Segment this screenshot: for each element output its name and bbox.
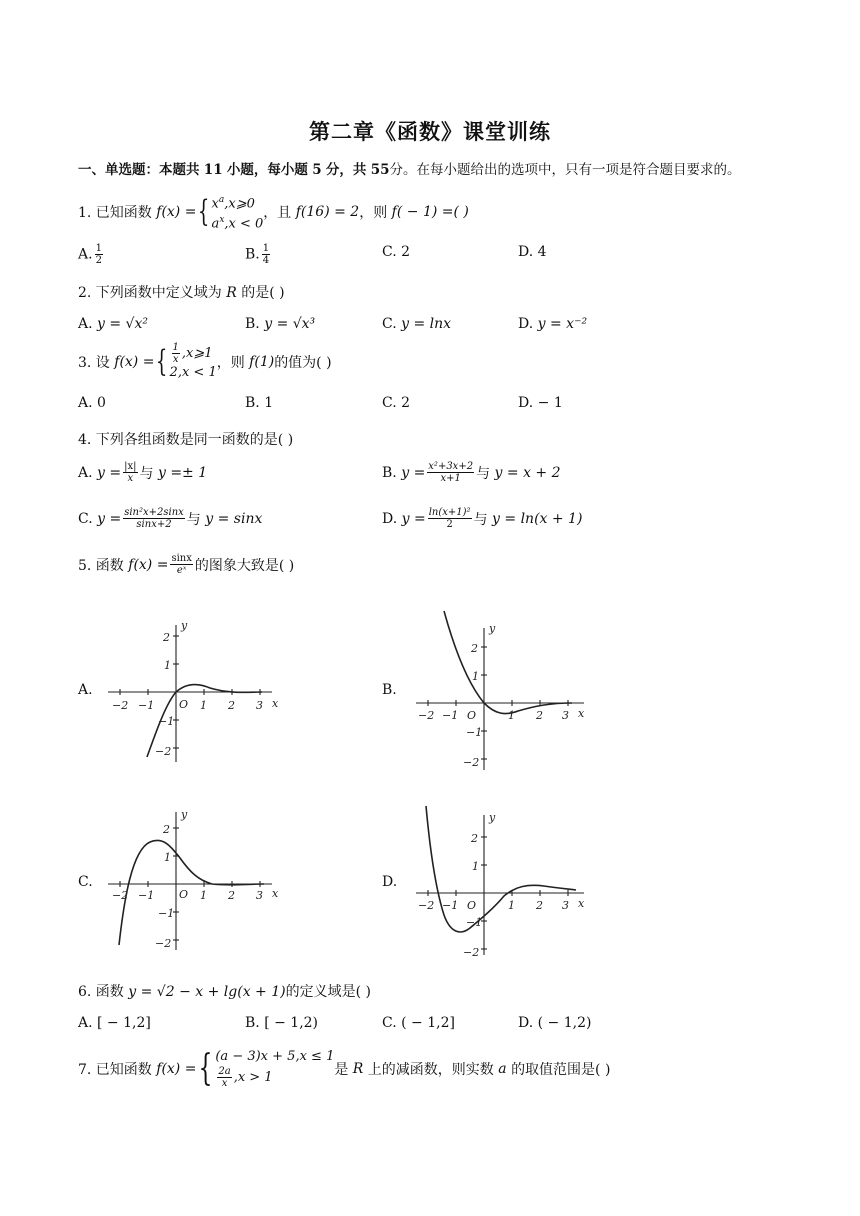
question-1-stem: 1. 已知函数 f(x) = { $x^a,x⩾0$ $a^x,x < 0$ ，且 f(16) = 2 ，则 f( − 1) =( ) [78, 194, 469, 232]
q5-graph-c[interactable] [104, 805, 294, 955]
question-4-stem: 4. 下列各组函数是同一函数的是( ) [78, 432, 294, 448]
tick-x-neg2: −2 [418, 709, 435, 722]
q4-option-d[interactable]: D. y = $\frac{\text{ln(x+1)²}}{2}$ 与 y = ln(x + 1) [382, 507, 583, 530]
q5-graph-b[interactable] [410, 605, 595, 773]
tick-y-neg2: −2 [463, 756, 480, 769]
origin-label: O [467, 899, 477, 912]
q2-option-a[interactable]: A. y = √x² [78, 316, 148, 332]
tick-x-2: 2 [536, 899, 543, 912]
tick-y-neg2: −2 [155, 937, 172, 950]
tick-x-2: 2 [536, 709, 543, 722]
tick-y-1: 1 [164, 659, 171, 672]
tick-y-neg2: −2 [155, 745, 172, 758]
y-axis-label: y [181, 808, 188, 821]
origin-label: O [179, 888, 189, 901]
q5-option-a-label[interactable]: A. [78, 682, 93, 698]
tick-x-neg1: −1 [442, 709, 459, 722]
q6-option-b[interactable]: B. [ − 1,2) [245, 1015, 319, 1031]
q2-option-d[interactable]: D. y = x⁻² [518, 316, 588, 332]
q3-option-d[interactable]: D. − 1 [518, 395, 563, 411]
q3-option-a[interactable]: A. 0 [78, 395, 106, 411]
question-6-stem: 6. 函数 y = √2 − x + lg(x + 1)的定义域是( ) [78, 984, 371, 1000]
tick-x-3: 3 [562, 709, 569, 722]
tick-y-1: 1 [472, 670, 479, 683]
q5-graph-d[interactable] [410, 800, 595, 960]
origin-label: O [179, 698, 189, 711]
y-axis-label: y [489, 622, 496, 635]
tick-x-neg1: −1 [442, 899, 459, 912]
question-3-stem: 3. 设 f(x) = { $\frac{1}{x}$ ,x⩾1 2,x < 1 ，则 f(1) 的值为( ) [78, 342, 332, 380]
q1-option-a[interactable]: A. $\frac{1}{2}$ [78, 243, 102, 266]
tick-y-neg1: −1 [466, 726, 483, 739]
q6-option-d[interactable]: D. ( − 1,2) [518, 1015, 592, 1031]
x-axis-label: x [578, 707, 585, 720]
x-axis-label: x [272, 697, 279, 710]
tick-y-2: 2 [163, 823, 170, 836]
tick-y-neg1: −1 [466, 916, 483, 929]
tick-y-neg2: −2 [463, 946, 480, 959]
q1-option-b[interactable]: B. $\frac{1}{4}$ [245, 243, 270, 266]
section-heading: 一、单选题：本题共 11 小题，每小题 5 分，共 55分。在每小题给出的选项中，只有一项是符合题目要求的。 [78, 162, 741, 178]
origin-label: O [467, 709, 477, 722]
q1-option-d[interactable]: D. 4 [518, 244, 547, 260]
q5-option-c-label[interactable]: C. [78, 874, 93, 890]
y-axis-label: y [489, 811, 496, 824]
tick-x-neg2: −2 [112, 699, 129, 712]
q5-option-b-label[interactable]: B. [382, 682, 397, 698]
curve [444, 611, 572, 714]
tick-y-2: 2 [471, 832, 478, 845]
x-axis-label: x [272, 887, 279, 900]
question-2-stem: 2. 下列函数中定义域为 R 的是( ) [78, 285, 285, 301]
tick-x-3: 3 [256, 889, 263, 902]
tick-x-2: 2 [228, 889, 235, 902]
q1-option-c[interactable]: C. 2 [382, 244, 411, 260]
page-title: 第二章《函数》课堂训练 [309, 119, 551, 144]
q3-option-c[interactable]: C. 2 [382, 395, 411, 411]
tick-y-2: 2 [163, 631, 170, 644]
tick-y-1: 1 [472, 860, 479, 873]
q2-option-b[interactable]: B. y = √x³ [245, 316, 316, 332]
tick-x-1: 1 [200, 699, 207, 712]
tick-x-neg1: −1 [138, 889, 155, 902]
tick-y-2: 2 [471, 642, 478, 655]
q5-option-d-label[interactable]: D. [382, 874, 398, 890]
question-7-stem: 7. 已知函数 f(x) = { (a − 3)x + 5,x ≤ 1 $\frac{2a}{x}$ ,x > 1 是 R 上的减函数，则实数 a 的取值范围是( ) [78, 1047, 611, 1089]
q3-option-b[interactable]: B. 1 [245, 395, 274, 411]
curve [426, 806, 576, 932]
tick-y-1: 1 [164, 851, 171, 864]
q6-option-a[interactable]: A. [ − 1,2] [78, 1015, 151, 1031]
q4-option-a[interactable]: A. y = $\frac{|x|}{x}$ 与 y =± 1 [78, 461, 208, 484]
q4-option-b[interactable]: B. y = $\frac{\text{x²+3x+2}}{x+1}$ 与 y = x + 2 [382, 461, 561, 484]
q2-option-c[interactable]: C. y = lnx [382, 316, 452, 332]
tick-y-neg1: −1 [158, 907, 175, 920]
tick-x-1: 1 [508, 899, 515, 912]
q6-option-c[interactable]: C. ( − 1,2] [382, 1015, 455, 1031]
tick-x-3: 3 [256, 699, 263, 712]
tick-x-3: 3 [562, 899, 569, 912]
q4-option-c[interactable]: C. y = $\frac{\text{sin²x+2sinx}}{\sin x+2}$ 与 y = sinx [78, 507, 263, 530]
tick-x-neg2: −2 [112, 889, 129, 902]
x-axis-label: x [578, 897, 585, 910]
tick-y-neg1: −1 [158, 715, 175, 728]
tick-x-neg2: −2 [418, 899, 435, 912]
tick-x-1: 1 [508, 709, 515, 722]
tick-x-1: 1 [200, 889, 207, 902]
y-axis-label: y [181, 619, 188, 632]
q5-graph-a[interactable] [104, 615, 294, 765]
tick-x-neg1: −1 [138, 699, 155, 712]
question-5-stem: 5. 函数 f(x) = $\frac{\sin x}{\text{eˣ}}$ 的图象大致是( ) [78, 553, 295, 576]
tick-x-2: 2 [228, 699, 235, 712]
